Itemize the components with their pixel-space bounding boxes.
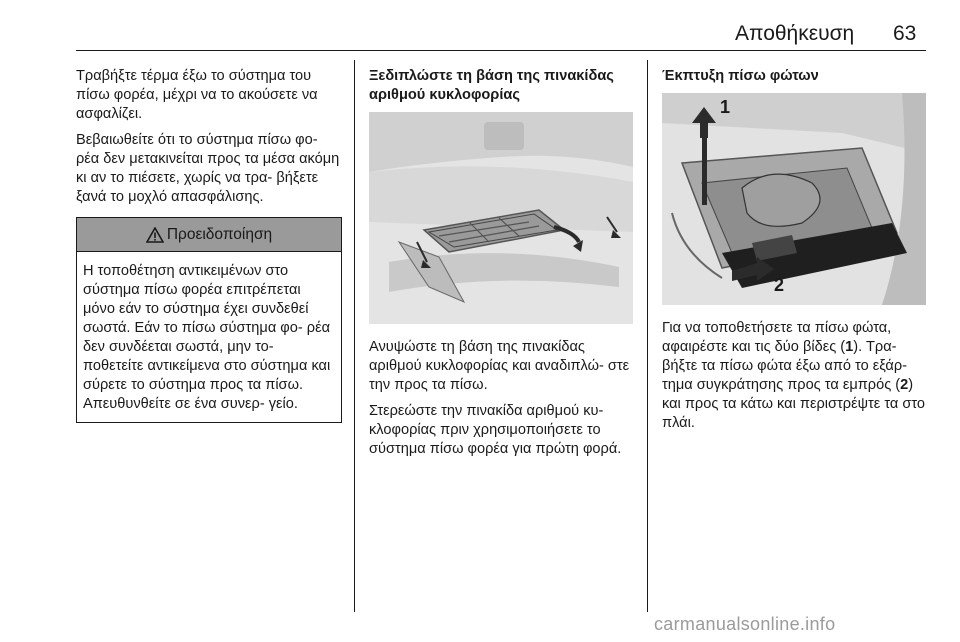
paragraph: Βεβαιωθείτε ότι το σύστημα πίσω φο‐ ρέα δεν μετακινείται προς τα μέσα ακόμη κι αν το πιέσετε, χωρίς να τρα‐ βήξετε ξανά το μοχλό απασφάλισης. — [76, 132, 340, 205]
column-3 — [662, 67, 926, 440]
callout-label-1: 1 — [720, 97, 731, 117]
paragraph: Στερεώστε την πινακίδα αριθμού κυ‐ κλοφορίας πριν χρησιμοποιήσετε το σύστημα πίσω φορέα για πρώτη φορά. — [369, 403, 622, 457]
column-2 — [369, 67, 633, 466]
paragraph: Τραβήξτε τέρμα έξω το σύστημα του πίσω φορέα, μέχρι να το ακούσετε να ασφαλίζει. — [76, 68, 318, 122]
column-divider — [647, 60, 648, 612]
callout-label-2: 2 — [774, 275, 785, 295]
paragraph: Ανυψώστε τη βάση της πινακίδας αριθμού κυκλοφορίας και αναδιπλώ‐ στε την προς τα πίσω. — [369, 339, 630, 393]
header-rule — [76, 50, 926, 51]
warning-triangle-icon — [146, 227, 164, 243]
column-divider — [354, 60, 355, 612]
warning-title: Προειδοποίηση — [166, 226, 273, 243]
rear-lights-illustration — [662, 93, 926, 305]
paragraph: Για να τοποθετήσετε τα πίσω φώτα, αφαιρέστε και τις δύο βίδες (1). Τρα‐ βήξτε τα πίσω φώτα έξω από το εξάρ‐ τημα συγκράτησης προς τα εμπρός (2) και προς τα κάτω και περιστρέψτε τα στο πλάι. — [662, 320, 926, 431]
warning-text: Η τοποθέτηση αντικειμένων στο σύστημα πίσω φορέα επιτρέπεται μόνο εάν το σύστημα έχει συνδεθεί σωστά. Εάν το πίσω σύστημα φο‐ ρέα δεν συνδέεται σωστά, μην το‐ ποθετείτε αντικείμενα στο σύστημα και σύρετε το σύστημα προς τα πίσω. Απευθυνθείτε σε ένα συνερ‐ γείο. — [83, 263, 331, 412]
page-number: 63 — [893, 22, 917, 45]
warning-header — [77, 218, 341, 252]
warning-box — [76, 217, 342, 423]
page-title: Αποθήκευση — [735, 22, 855, 45]
section-heading: Έκπτυξη πίσω φώτων — [662, 68, 819, 84]
license-plate-holder-illustration — [369, 112, 633, 324]
section-heading: Ξεδιπλώστε τη βάση της πινακίδας αριθμού κυκλοφορίας — [369, 68, 614, 103]
watermark: carmanualsonline.info — [654, 614, 836, 634]
column-1 — [76, 67, 342, 423]
